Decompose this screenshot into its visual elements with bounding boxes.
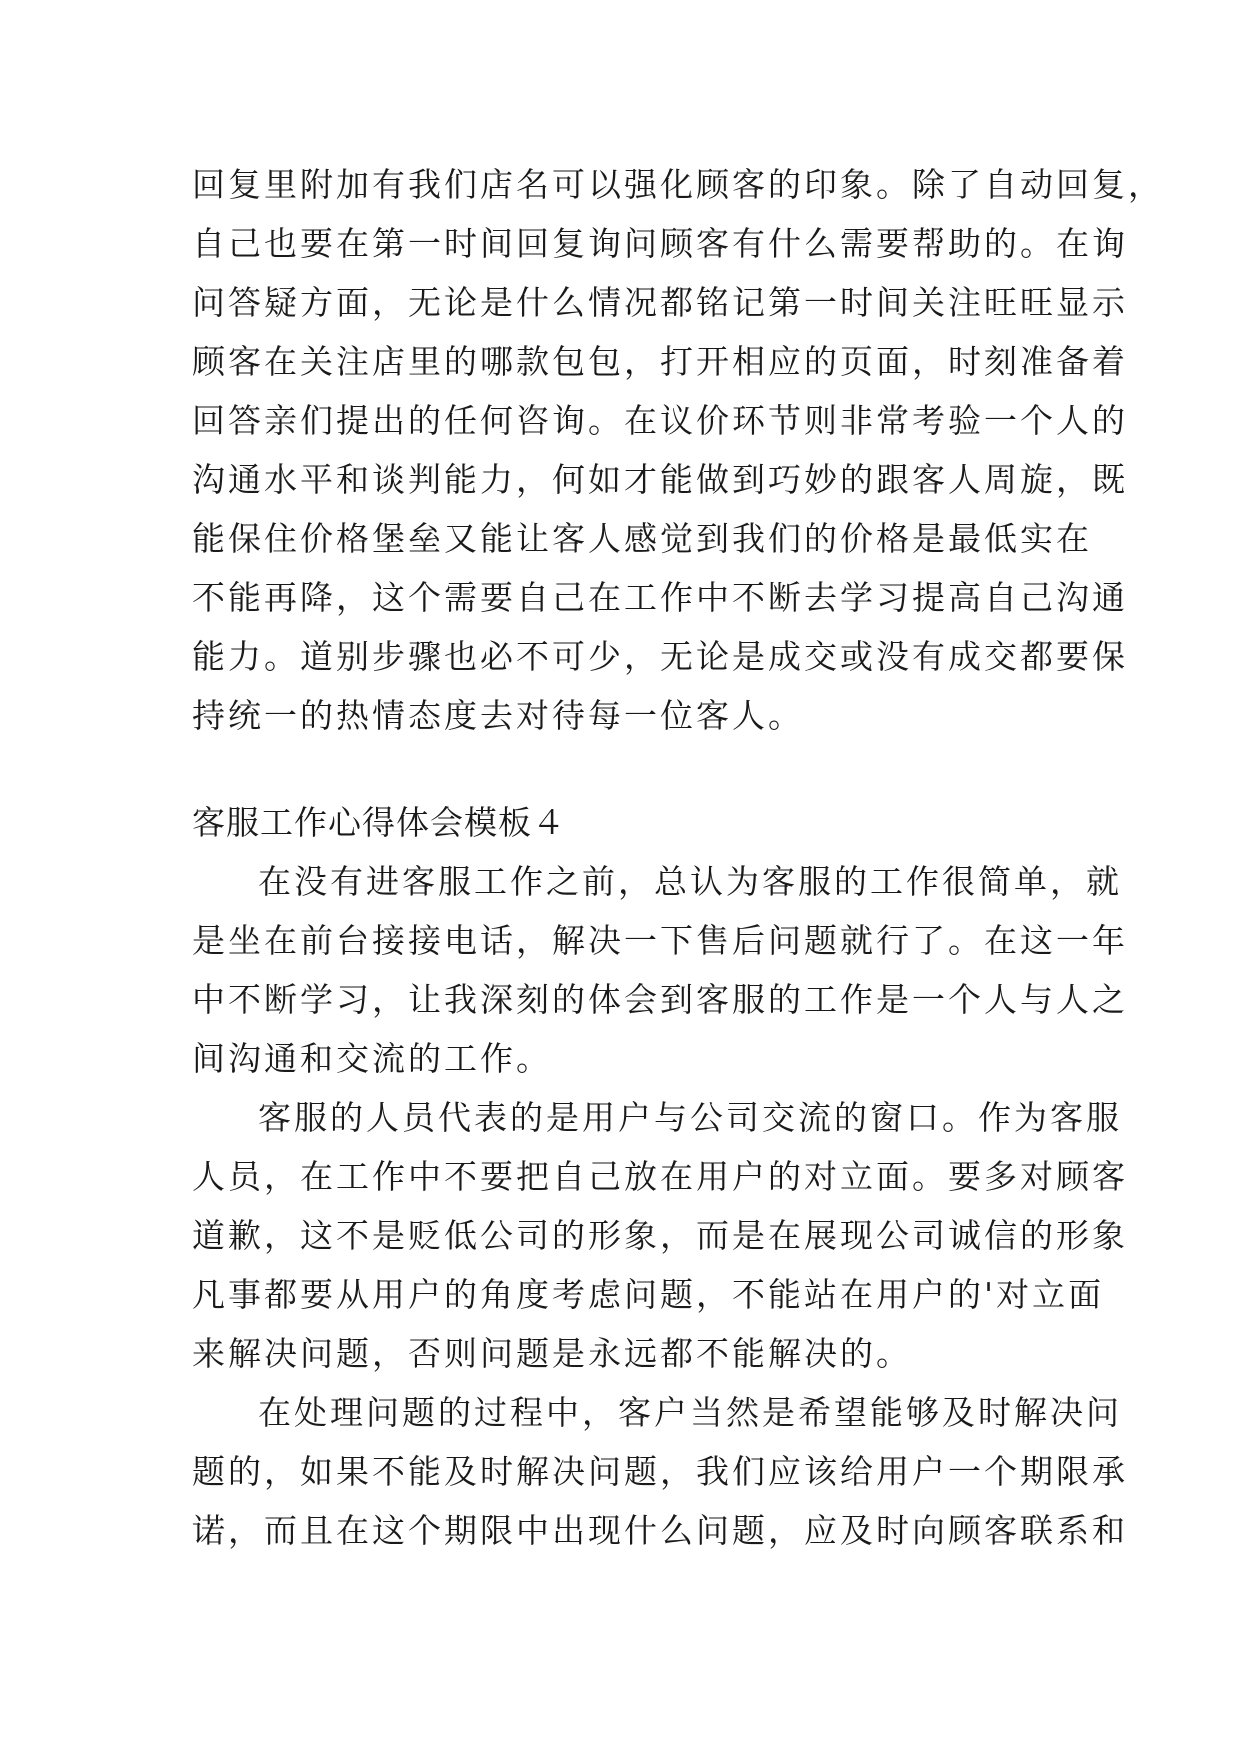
paragraph-line: 持统一的热情态度去对待每一位客人。 [192,696,804,735]
paragraph-line: 沟通水平和谈判能力，何如才能做到巧妙的跟客人周旋，既 [192,460,1128,499]
paragraph-line: 凡事都要从用户的角度考虑问题，不能站在用户的'对立面 [192,1275,1105,1314]
paragraph-line: 问答疑方面，无论是什么情况都铭记第一时间关注旺旺显示 [192,283,1128,322]
paragraph-line: 在处理问题的过程中，客户当然是希望能够及时解决问 [258,1393,1122,1432]
paragraph-line: 人员，在工作中不要把自己放在用户的对立面。要多对顾客 [192,1157,1128,1196]
paragraph-line: 能保住价格堡垒又能让客人感觉到我们的价格是最低实在 [192,519,1092,558]
paragraph-line: 不能再降，这个需要自己在工作中不断去学习提高自己沟通 [192,578,1128,617]
paragraph-line: 顾客在关注店里的哪款包包，打开相应的页面，时刻准备着 [192,342,1128,381]
paragraph-line: 题的，如果不能及时解决问题，我们应该给用户一个期限承 [192,1452,1128,1491]
paragraph-line: 在没有进客服工作之前，总认为客服的工作很简单，就 [258,862,1122,901]
paragraph-line: 能力。道别步骤也必不可少，无论是成交或没有成交都要保 [192,637,1128,676]
paragraph-line: 来解决问题，否则问题是永远都不能解决的。 [192,1334,912,1373]
paragraph-line: 自己也要在第一时间回复询问顾客有什么需要帮助的。在询 [192,224,1128,263]
paragraph-line: 中不断学习，让我深刻的体会到客服的工作是一个人与人之 [192,980,1128,1019]
paragraph-line: 间沟通和交流的工作。 [192,1039,552,1078]
section-heading: 客服工作心得体会模板４ [192,803,566,842]
paragraph-line: 回答亲们提出的任何咨询。在议价环节则非常考验一个人的 [192,401,1128,440]
paragraph-line: 回复里附加有我们店名可以强化顾客的印象。除了自动回复， [192,165,1164,204]
paragraph-line: 诺，而且在这个期限中出现什么问题，应及时向顾客联系和 [192,1511,1128,1550]
paragraph-line: 道歉，这不是贬低公司的形象，而是在展现公司诚信的形象 [192,1216,1128,1255]
paragraph-line: 客服的人员代表的是用户与公司交流的窗口。作为客服 [258,1098,1122,1137]
paragraph-line: 是坐在前台接接电话，解决一下售后问题就行了。在这一年 [192,921,1128,960]
